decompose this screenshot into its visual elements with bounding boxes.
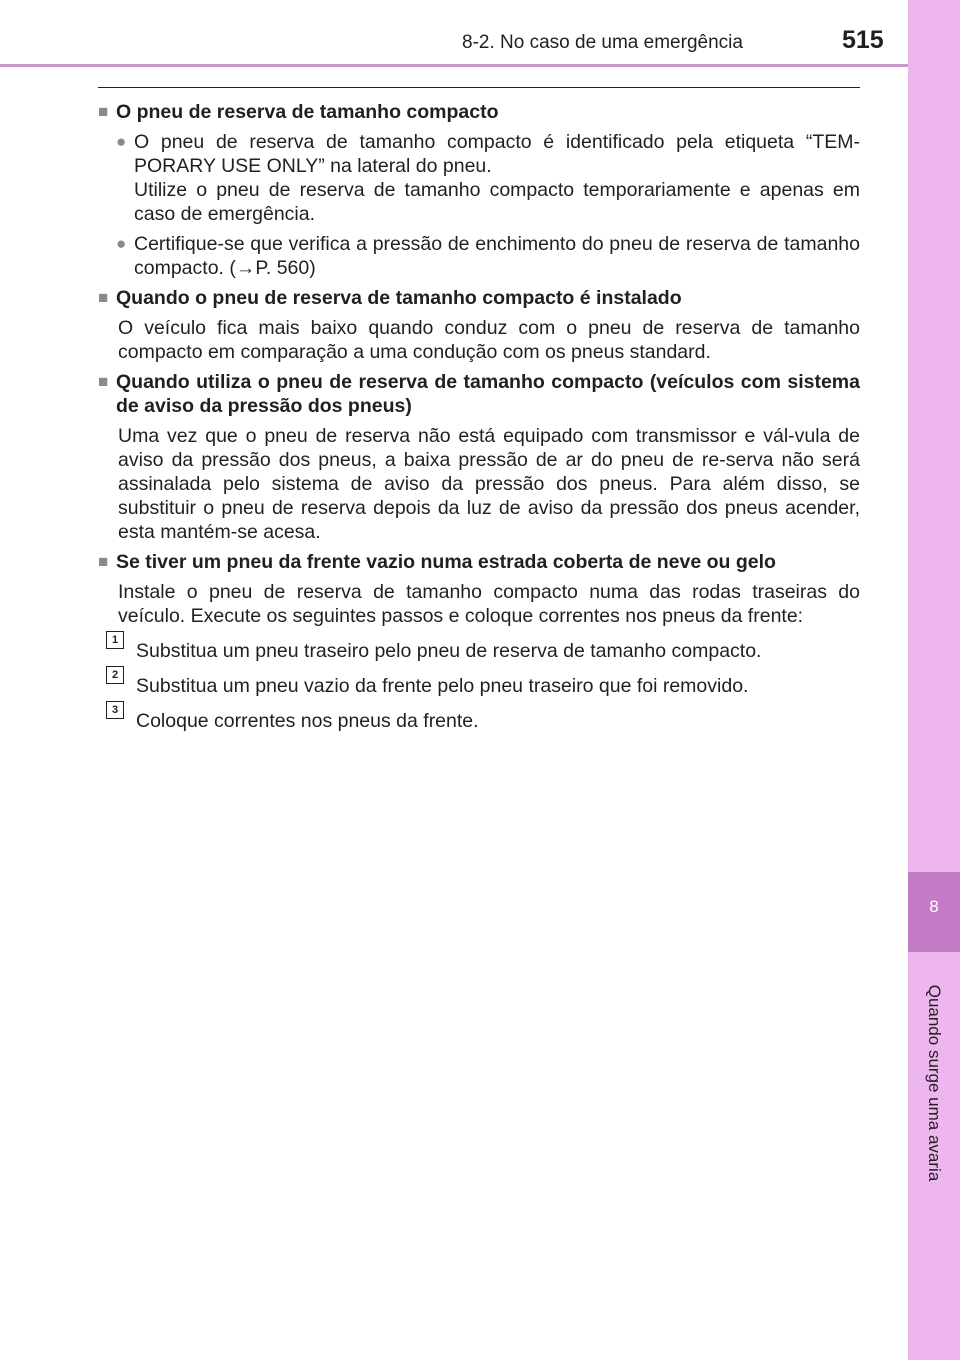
step-number-badge: 2 bbox=[106, 666, 124, 684]
section-paragraph: O veículo fica mais baixo quando conduz com o pneu de reserva de tamanho compacto em comparação a uma condução com os pneus standard. bbox=[118, 317, 860, 363]
chapter-tab-number: 8 bbox=[929, 897, 939, 916]
chapter-tab-title: Quando surge uma avaria bbox=[925, 984, 944, 1182]
bullet-text-line: Utilize o pneu de reserva de tamanho compacto temporariamente e apenas em caso de emergência. bbox=[134, 179, 860, 225]
section-paragraph: Uma vez que o pneu de reserva não está equipado com transmissor e vál-vula de aviso da pressão dos pneus, a baixa pressão de ar do pneu de re-serva não será assinalada pelo sistema de aviso da pressão dos pneus. Para além disso, se substituir o pneu de reserva depois da luz de aviso da pressão dos pneus acender, esta mantém-se acesa. bbox=[118, 425, 860, 543]
step-item bbox=[106, 634, 860, 663]
square-bullet-icon: ■ bbox=[98, 288, 109, 307]
square-bullet-icon: ■ bbox=[98, 552, 109, 571]
square-bullet-icon: ■ bbox=[98, 102, 109, 121]
step-item bbox=[106, 669, 860, 698]
circle-bullet-icon: ● bbox=[116, 234, 127, 253]
step-number-badge: 1 bbox=[106, 631, 124, 649]
section-heading bbox=[98, 286, 860, 310]
bullet-text bbox=[134, 130, 860, 226]
page-content bbox=[98, 94, 860, 733]
content-top-rule bbox=[98, 87, 860, 88]
header-section-title: 8-2. No caso de uma emergência bbox=[462, 32, 743, 53]
step-text: Substitua um pneu traseiro pelo pneu de reserva de tamanho compacto. bbox=[136, 640, 762, 662]
section-heading-text: Se tiver um pneu da frente vazio numa estrada coberta de neve ou gelo bbox=[116, 551, 776, 573]
section-heading bbox=[98, 100, 860, 124]
section-heading-text: O pneu de reserva de tamanho compacto bbox=[116, 101, 499, 123]
step-text: Coloque correntes nos pneus da frente. bbox=[136, 710, 479, 732]
square-bullet-icon: ■ bbox=[98, 372, 109, 391]
section-heading bbox=[98, 370, 860, 418]
bullet-text-line: O pneu de reserva de tamanho compacto é identificado pela etiqueta “TEM-PORARY USE ONLY” na lateral do pneu. bbox=[134, 131, 860, 177]
step-item bbox=[106, 704, 860, 733]
section-heading-text: Quando o pneu de reserva de tamanho compacto é instalado bbox=[116, 287, 682, 309]
bullet-item bbox=[116, 232, 860, 280]
page-number: 515 bbox=[842, 26, 884, 54]
section-heading-text: Quando utiliza o pneu de reserva de tamanho compacto (veículos com sistema de aviso da pressão dos pneus) bbox=[116, 371, 860, 417]
bullet-text: Certifique-se que verifica a pressão de enchimento do pneu de reserva de tamanho compacto. (→P. 560) bbox=[134, 233, 860, 279]
section-paragraph: Instale o pneu de reserva de tamanho compacto numa das rodas traseiras do veículo. Execute os seguintes passos e coloque correntes nos pneus da frente: bbox=[118, 581, 860, 627]
header-divider bbox=[0, 64, 908, 67]
bullet-item bbox=[116, 130, 860, 226]
step-text: Substitua um pneu vazio da frente pelo pneu traseiro que foi removido. bbox=[136, 675, 749, 697]
section-heading bbox=[98, 550, 860, 574]
circle-bullet-icon: ● bbox=[116, 132, 127, 151]
step-number-badge: 3 bbox=[106, 701, 124, 719]
